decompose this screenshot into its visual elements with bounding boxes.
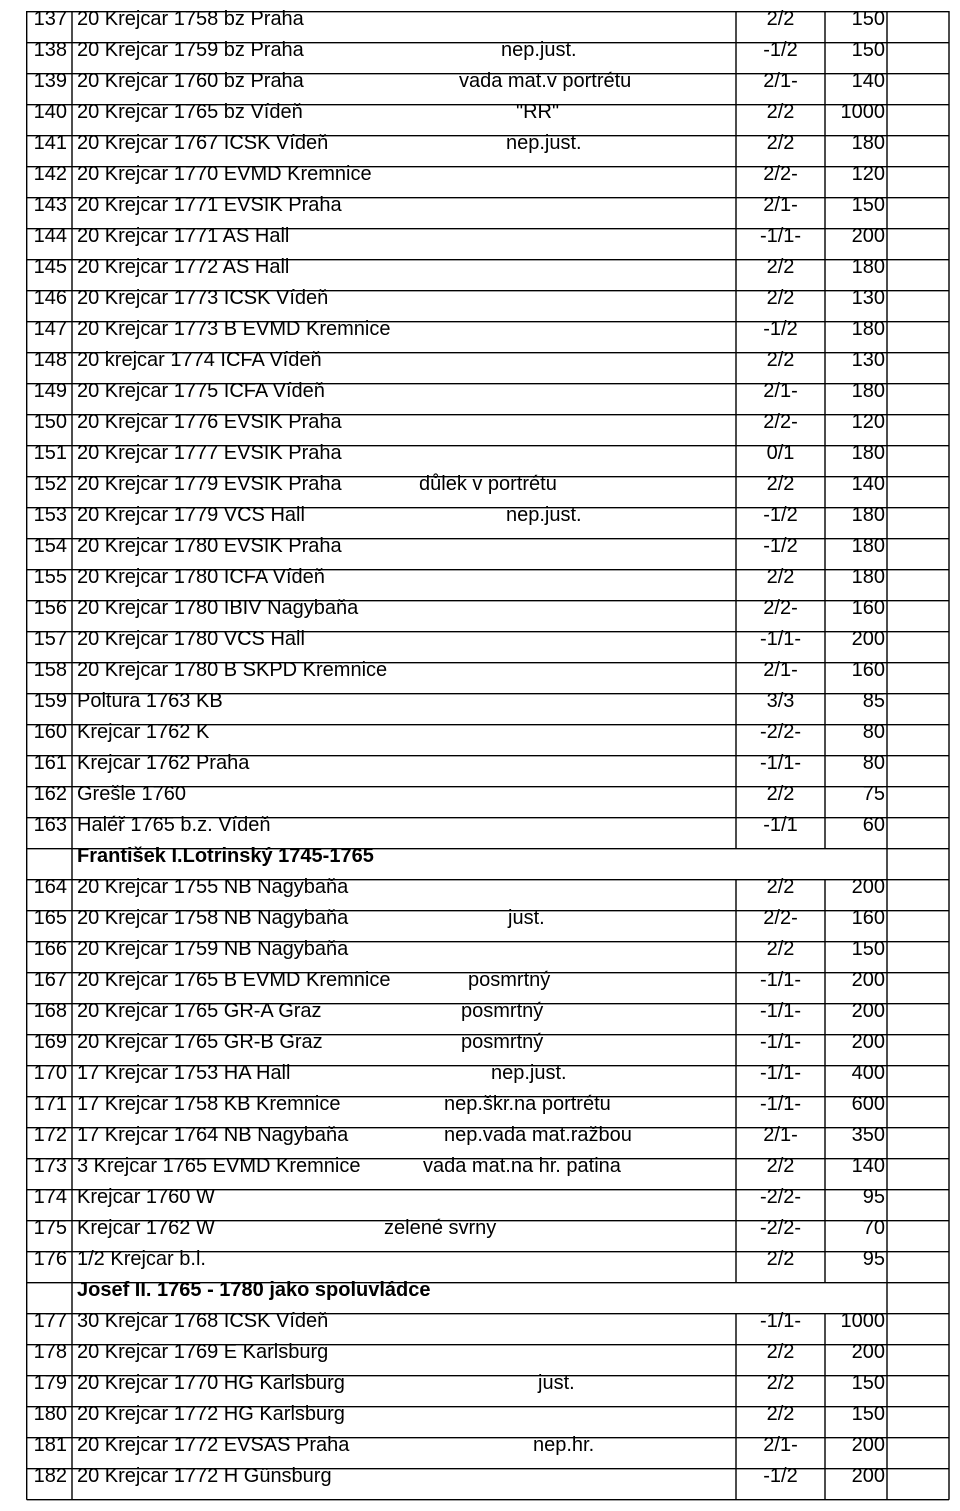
table-row xyxy=(26,748,950,779)
coin-description: 20 Krejcar 1771 AS Hall xyxy=(77,225,290,247)
coin-grade: -1/1- xyxy=(759,225,802,247)
lot-number: 161 xyxy=(33,752,67,774)
coin-description: 20 Krejcar 1772 HG Karlsburg xyxy=(77,1403,345,1425)
section-title: Josef II. 1765 - 1780 jako spoluvládce xyxy=(77,1279,431,1301)
coin-note: nep.just. xyxy=(506,504,582,526)
coin-price: 130 xyxy=(851,349,885,371)
lot-number: 139 xyxy=(33,70,67,92)
coin-grade: 2/1- xyxy=(763,659,798,681)
coin-price: 85 xyxy=(862,690,885,712)
table-row xyxy=(26,283,950,314)
coin-description: 20 Krejcar 1765 B EVMD Kremnice xyxy=(77,969,391,991)
coin-price: 160 xyxy=(851,597,885,619)
lot-number: 152 xyxy=(33,473,67,495)
coin-description: 1/2 Krejcar b.l. xyxy=(77,1248,206,1270)
coin-description: 20 Krejcar 1759 bz Praha xyxy=(77,39,304,61)
table-row xyxy=(26,872,950,903)
coin-grade: -1/2 xyxy=(763,535,798,557)
table-row xyxy=(26,407,950,438)
table-row xyxy=(26,779,950,810)
coin-price: 200 xyxy=(851,1434,885,1456)
coin-description: 20 Krejcar 1772 AS Hall xyxy=(77,256,290,278)
coin-grade: 2/2 xyxy=(766,1155,795,1177)
coin-description: 20 Krejcar 1759 NB Nagybaňa xyxy=(77,938,349,960)
coin-note: vada mat.v portrétu xyxy=(459,70,632,92)
coin-grade: 2/2 xyxy=(766,1372,795,1394)
coin-table xyxy=(26,4,950,1492)
lot-number: 179 xyxy=(33,1372,67,1394)
coin-note: vada mat.na hr. patina xyxy=(423,1155,621,1177)
coin-description: 20 Krejcar 1769 E Karlsburg xyxy=(77,1341,329,1363)
coin-description: 20 Krejcar 1755 NB Nagybaňa xyxy=(77,876,349,898)
coin-grade: -1/1- xyxy=(759,1062,802,1084)
table-row xyxy=(26,996,950,1027)
coin-note: posmrtný xyxy=(461,1000,544,1022)
coin-price: 180 xyxy=(851,256,885,278)
coin-grade: 2/1- xyxy=(763,1124,798,1146)
lot-number: 140 xyxy=(33,101,67,123)
lot-number xyxy=(26,1275,70,1306)
coin-price: 140 xyxy=(851,473,885,495)
lot-number: 174 xyxy=(33,1186,67,1208)
table-row xyxy=(26,531,950,562)
coin-grade: 2/2 xyxy=(766,1403,795,1425)
coin-description: 17 Krejcar 1753 HA Hall xyxy=(77,1062,291,1084)
coin-price: 200 xyxy=(851,225,885,247)
table-row xyxy=(26,1461,950,1492)
section-title: František I.Lotrinský 1745-1765 xyxy=(77,845,374,867)
table-row xyxy=(26,810,950,841)
coin-price: 70 xyxy=(862,1217,885,1239)
coin-description: 20 Krejcar 1765 bz Vídeň xyxy=(77,101,303,123)
lot-number: 146 xyxy=(33,287,67,309)
table-row xyxy=(26,4,950,35)
coin-note: just. xyxy=(508,907,545,929)
lot-number: 156 xyxy=(33,597,67,619)
coin-description: 20 Krejcar 1770 EVMD Kremnice xyxy=(77,163,372,185)
coin-grade: 2/1- xyxy=(763,380,798,402)
coin-price: 200 xyxy=(851,876,885,898)
lot-number: 166 xyxy=(33,938,67,960)
coin-price: 150 xyxy=(851,1372,885,1394)
table-row xyxy=(26,438,950,469)
lot-number: 171 xyxy=(33,1093,67,1115)
coin-grade: 2/1- xyxy=(763,194,798,216)
coin-price: 130 xyxy=(851,287,885,309)
coin-grade: -2/2- xyxy=(759,721,802,743)
coin-grade: 2/1- xyxy=(763,70,798,92)
coin-price: 95 xyxy=(862,1248,885,1270)
coin-description: 20 Krejcar 1777 EVSIK Praha xyxy=(77,442,342,464)
coin-description: 20 Krejcar 1770 HG Karlsburg xyxy=(77,1372,345,1394)
table-row xyxy=(26,1213,950,1244)
coin-grade: 2/2 xyxy=(766,349,795,371)
lot-number: 138 xyxy=(33,39,67,61)
table-row xyxy=(26,66,950,97)
coin-grade: 2/2 xyxy=(766,101,795,123)
coin-grade: 2/2- xyxy=(763,597,798,619)
table-row xyxy=(26,128,950,159)
lot-number: 164 xyxy=(33,876,67,898)
coin-price: 1000 xyxy=(840,1310,885,1332)
coin-price: 350 xyxy=(851,1124,885,1146)
coin-description: 30 Krejcar 1768 ICSK Vídeň xyxy=(77,1310,329,1332)
lot-number: 159 xyxy=(33,690,67,712)
lot-number: 154 xyxy=(33,535,67,557)
coin-price: 120 xyxy=(851,163,885,185)
table-row xyxy=(26,717,950,748)
coin-price: 95 xyxy=(862,1186,885,1208)
lot-number: 141 xyxy=(33,132,67,154)
coin-price: 180 xyxy=(851,442,885,464)
lot-number: 162 xyxy=(33,783,67,805)
lot-number: 175 xyxy=(33,1217,67,1239)
coin-grade: 2/2 xyxy=(766,8,795,30)
lot-number: 151 xyxy=(33,442,67,464)
coin-description: 20 Krejcar 1780 IBIV Nagybaňa xyxy=(77,597,359,619)
table-row xyxy=(26,1151,950,1182)
coin-description: 20 Krejcar 1780 VCS Hall xyxy=(77,628,305,650)
coin-note: just. xyxy=(538,1372,575,1394)
coin-grade: 2/2 xyxy=(766,938,795,960)
coin-grade: -1/2 xyxy=(763,1465,798,1487)
lot-number: 148 xyxy=(33,349,67,371)
coin-description: 20 Krejcar 1775 ICFA Vídeň xyxy=(77,380,325,402)
lot-number: 163 xyxy=(33,814,67,836)
coin-description: 17 Krejcar 1758 KB Kremnice xyxy=(77,1093,341,1115)
coin-grade: 2/2- xyxy=(763,907,798,929)
lot-number: 168 xyxy=(33,1000,67,1022)
coin-description: Krejcar 1762 Praha xyxy=(77,752,250,774)
coin-price: 180 xyxy=(851,504,885,526)
coin-description: 20 Krejcar 1773 ICSK Vídeň xyxy=(77,287,329,309)
table-row xyxy=(26,190,950,221)
coin-price: 60 xyxy=(862,814,885,836)
coin-grade: -2/2- xyxy=(759,1186,802,1208)
coin-description: 20 Krejcar 1758 bz Praha xyxy=(77,8,304,30)
lot-number: 137 xyxy=(33,8,67,30)
table-row xyxy=(26,1089,950,1120)
coin-price: 400 xyxy=(851,1062,885,1084)
coin-description: 20 Krejcar 1780 ICFA Vídeň xyxy=(77,566,325,588)
table-row xyxy=(26,562,950,593)
coin-grade: 2/2 xyxy=(766,1248,795,1270)
coin-price: 150 xyxy=(851,1403,885,1425)
coin-grade: -1/2 xyxy=(763,39,798,61)
coin-description: Grešle 1760 xyxy=(77,783,186,805)
coin-note: posmrtný xyxy=(461,1031,544,1053)
coin-note: důlek v portrétu xyxy=(419,473,557,495)
lot-number: 180 xyxy=(33,1403,67,1425)
coin-grade: 2/2 xyxy=(766,473,795,495)
lot-number: 153 xyxy=(33,504,67,526)
coin-note: nep.just. xyxy=(506,132,582,154)
lot-number: 149 xyxy=(33,380,67,402)
table-row xyxy=(26,593,950,624)
table-row xyxy=(26,686,950,717)
coin-note: nep.just. xyxy=(501,39,577,61)
coin-grade xyxy=(736,841,825,872)
table-row xyxy=(26,1120,950,1151)
table-row xyxy=(26,1368,950,1399)
coin-grade: -1/2 xyxy=(763,504,798,526)
coin-grade: -2/2- xyxy=(759,1217,802,1239)
table-row xyxy=(26,934,950,965)
coin-grade: 2/2 xyxy=(766,287,795,309)
lot-number: 177 xyxy=(33,1310,67,1332)
table-row xyxy=(26,97,950,128)
lot-number: 142 xyxy=(33,163,67,185)
lot-number: 144 xyxy=(33,225,67,247)
coin-price: 1000 xyxy=(840,101,885,123)
lot-number: 178 xyxy=(33,1341,67,1363)
coin-description: 17 Krejcar 1764 NB Nagybaňa xyxy=(77,1124,349,1146)
coin-price: 140 xyxy=(851,70,885,92)
coin-description: 20 Krejcar 1780 EVSIK Praha xyxy=(77,535,342,557)
table-row xyxy=(26,655,950,686)
coin-grade: 2/2- xyxy=(763,411,798,433)
lot-number: 182 xyxy=(33,1465,67,1487)
coin-grade: -1/1- xyxy=(759,1000,802,1022)
lot-number: 172 xyxy=(33,1124,67,1146)
lot-number: 143 xyxy=(33,194,67,216)
coin-price: 160 xyxy=(851,659,885,681)
coin-description: Poltura 1763 KB xyxy=(77,690,223,712)
coin-price: 150 xyxy=(851,938,885,960)
table-row xyxy=(26,1430,950,1461)
coin-grade: 2/2 xyxy=(766,1341,795,1363)
coin-price: 80 xyxy=(862,752,885,774)
table-row xyxy=(26,221,950,252)
coin-grade: 2/2 xyxy=(766,876,795,898)
table-row xyxy=(26,1027,950,1058)
table-row xyxy=(26,1182,950,1213)
coin-description: Krejcar 1760 W xyxy=(77,1186,215,1208)
coin-price xyxy=(825,841,887,872)
coin-price: 200 xyxy=(851,1031,885,1053)
table-row xyxy=(26,252,950,283)
coin-description: Krejcar 1762 K xyxy=(77,721,210,743)
coin-description: 20 Krejcar 1765 GR-A Graz xyxy=(77,1000,322,1022)
coin-grade: -1/1- xyxy=(759,969,802,991)
table-row xyxy=(26,469,950,500)
coin-description: 20 Krejcar 1765 GR-B Graz xyxy=(77,1031,323,1053)
lot-number: 145 xyxy=(33,256,67,278)
coin-grade: 2/2 xyxy=(766,132,795,154)
lot-number: 157 xyxy=(33,628,67,650)
coin-grade: -1/1- xyxy=(759,1031,802,1053)
table-row xyxy=(26,1399,950,1430)
lot-number: 150 xyxy=(33,411,67,433)
coin-price: 80 xyxy=(862,721,885,743)
coin-grade: -1/1- xyxy=(759,752,802,774)
coin-price: 140 xyxy=(851,1155,885,1177)
lot-number: 167 xyxy=(33,969,67,991)
coin-grade: 2/2 xyxy=(766,783,795,805)
coin-note: posmrtný xyxy=(468,969,551,991)
coin-grade: 2/2- xyxy=(763,163,798,185)
coin-price: 120 xyxy=(851,411,885,433)
table-row xyxy=(26,35,950,66)
table-row xyxy=(26,376,950,407)
coin-description: 20 krejcar 1774 ICFA Vídeň xyxy=(77,349,322,371)
coin-note: "RR" xyxy=(516,101,560,123)
lot-number: 176 xyxy=(33,1248,67,1270)
coin-note: nep.vada mat.ražbou xyxy=(444,1124,632,1146)
lot-number: 170 xyxy=(33,1062,67,1084)
coin-price: 200 xyxy=(851,628,885,650)
coin-grade: -1/1 xyxy=(763,814,798,836)
coin-grade: 2/1- xyxy=(763,1434,798,1456)
coin-description: 20 Krejcar 1779 VCS Hall xyxy=(77,504,305,526)
table-row xyxy=(26,500,950,531)
table-row xyxy=(26,1244,950,1275)
lot-number: 155 xyxy=(33,566,67,588)
coin-price: 180 xyxy=(851,535,885,557)
coin-description: 20 Krejcar 1772 H Günsburg xyxy=(77,1465,332,1487)
coin-note: nep.hr. xyxy=(533,1434,595,1456)
table-row xyxy=(26,1058,950,1089)
coin-description: 20 Krejcar 1779 EVSIK Praha xyxy=(77,473,342,495)
lot-number: 173 xyxy=(33,1155,67,1177)
lot-number: 158 xyxy=(33,659,67,681)
section-heading-row xyxy=(26,1275,950,1306)
table-row xyxy=(26,965,950,996)
coin-price: 160 xyxy=(851,907,885,929)
coin-description: 20 Krejcar 1772 EVSAS Praha xyxy=(77,1434,350,1456)
coin-price: 600 xyxy=(851,1093,885,1115)
section-heading-row xyxy=(26,841,950,872)
lot-number: 147 xyxy=(33,318,67,340)
coin-price: 200 xyxy=(851,969,885,991)
coin-note: nep.škr.na portrétu xyxy=(444,1093,611,1115)
coin-description: 20 Krejcar 1760 bz Praha xyxy=(77,70,304,92)
table-row xyxy=(26,1337,950,1368)
coin-price: 200 xyxy=(851,1000,885,1022)
coin-catalog-sheet xyxy=(26,4,950,1492)
coin-description: 20 Krejcar 1771 EVSIK Praha xyxy=(77,194,342,216)
coin-price: 200 xyxy=(851,1341,885,1363)
table-row xyxy=(26,314,950,345)
coin-price: 150 xyxy=(851,39,885,61)
coin-grade: -1/1- xyxy=(759,1093,802,1115)
coin-description: 3 Krejcar 1765 EVMD Kremnice xyxy=(77,1155,361,1177)
coin-price: 180 xyxy=(851,132,885,154)
coin-note: zelené svrny xyxy=(384,1217,497,1239)
coin-price xyxy=(825,1275,887,1306)
lot-number: 169 xyxy=(33,1031,67,1053)
coin-description: 20 Krejcar 1773 B EVMD Kremnice xyxy=(77,318,391,340)
lot-number xyxy=(26,841,70,872)
coin-price: 75 xyxy=(862,783,885,805)
coin-description: 20 Krejcar 1767 ICSK Vídeň xyxy=(77,132,329,154)
coin-description: Krejcar 1762 W xyxy=(77,1217,215,1239)
coin-grade: 2/2 xyxy=(766,256,795,278)
coin-description: 20 Krejcar 1780 B SKPD Kremnice xyxy=(77,659,388,681)
coin-grade: 2/2 xyxy=(766,566,795,588)
table-row xyxy=(26,159,950,190)
coin-price: 150 xyxy=(851,8,885,30)
coin-price: 150 xyxy=(851,194,885,216)
coin-price: 200 xyxy=(851,1465,885,1487)
coin-grade xyxy=(736,1275,825,1306)
coin-grade: 3/3 xyxy=(766,690,795,712)
table-row xyxy=(26,1306,950,1337)
lot-number: 165 xyxy=(33,907,67,929)
table-row xyxy=(26,624,950,655)
table-row xyxy=(26,345,950,376)
table-row xyxy=(26,903,950,934)
coin-grade: 0/1 xyxy=(766,442,795,464)
lot-number: 160 xyxy=(33,721,67,743)
coin-price: 180 xyxy=(851,380,885,402)
coin-price: 180 xyxy=(851,566,885,588)
coin-description: 20 Krejcar 1758 NB Nagybaňa xyxy=(77,907,349,929)
coin-grade: -1/1- xyxy=(759,1310,802,1332)
coin-price: 180 xyxy=(851,318,885,340)
coin-note: nep.just. xyxy=(491,1062,567,1084)
coin-grade: -1/2 xyxy=(763,318,798,340)
coin-grade: -1/1- xyxy=(759,628,802,650)
lot-number: 181 xyxy=(33,1434,67,1456)
coin-description: Haléř 1765 b.z. Vídeň xyxy=(77,814,271,836)
coin-description: 20 Krejcar 1776 EVSIK Praha xyxy=(77,411,342,433)
